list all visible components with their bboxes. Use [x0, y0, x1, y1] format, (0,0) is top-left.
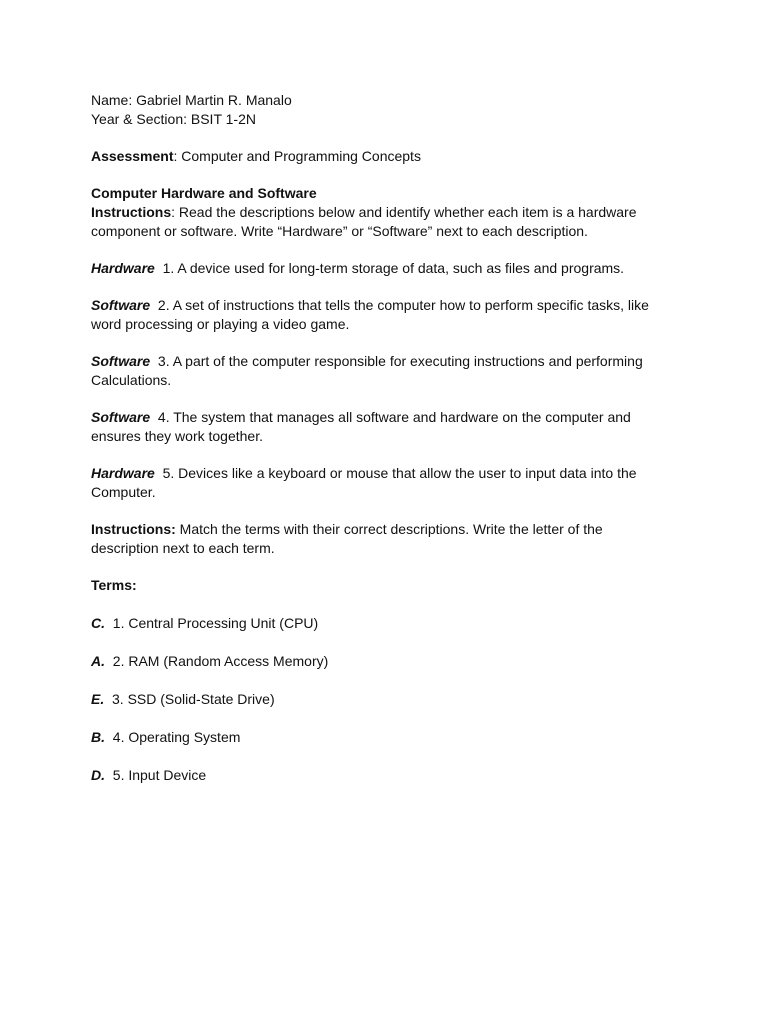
question-text: 5. Devices like a keyboard or mouse that allow the user to input data into the Computer. [91, 465, 641, 500]
assessment-line [91, 147, 671, 166]
answer-text: Software [91, 353, 151, 369]
answer-text: Software [91, 297, 151, 313]
term-text: 3. SSD (Solid-State Drive) [104, 691, 275, 707]
answer-text: Software [91, 409, 151, 425]
student-name: Name: Gabriel Martin R. Manalo [91, 92, 292, 108]
instructions-1-label: Instructions [91, 204, 172, 220]
instructions-2 [91, 520, 671, 558]
term-answer: A. [91, 653, 105, 669]
document-page [91, 91, 671, 785]
term-answer: D. [91, 767, 105, 783]
terms-heading [91, 576, 671, 595]
term-answer: C. [91, 615, 105, 631]
question-item [91, 352, 671, 390]
term-text: 5. Input Device [105, 767, 207, 783]
instructions-1 [91, 203, 671, 241]
answer-text: Hardware [91, 260, 155, 276]
question-item [91, 259, 671, 278]
term-item [91, 652, 671, 671]
section-heading-text: Computer Hardware and Software [91, 185, 317, 201]
instructions-2-text: Match the terms with their correct descriptions. Write the letter of the description next to each term. [91, 521, 603, 556]
question-item [91, 296, 671, 334]
term-item [91, 690, 671, 709]
answer-text: Hardware [91, 465, 155, 481]
term-item [91, 766, 671, 785]
assessment-label: Assessment [91, 148, 174, 164]
instructions-2-label: Instructions: [91, 521, 176, 537]
question-text: 4. The system that manages all software and hardware on the computer and ensures they work together. [91, 409, 635, 444]
instructions-1-text: : Read the descriptions below and identify whether each item is a hardware component or software. Write “Hardware” or “Software” next to each description. [91, 204, 637, 239]
question-text: 1. A device used for long-term storage of data, such as files and programs. [154, 260, 625, 276]
term-text: 4. Operating System [105, 729, 241, 745]
question-text: 3. A part of the computer responsible for executing instructions and performing Calculations. [91, 353, 647, 388]
assessment-title: : Computer and Programming Concepts [173, 148, 421, 164]
term-text: 1. Central Processing Unit (CPU) [105, 615, 319, 631]
term-item [91, 728, 671, 747]
term-answer: B. [91, 729, 105, 745]
question-text: 2. A set of instructions that tells the computer how to perform specific tasks, like word processing or playing a video game. [91, 297, 653, 332]
term-text: 2. RAM (Random Access Memory) [105, 653, 329, 669]
term-item [91, 614, 671, 633]
terms-heading-text: Terms: [91, 577, 137, 593]
question-item [91, 464, 671, 502]
year-section: Year & Section: BSIT 1-2N [91, 111, 256, 127]
section-heading [91, 184, 671, 203]
term-answer: E. [91, 691, 105, 707]
question-item [91, 408, 671, 446]
